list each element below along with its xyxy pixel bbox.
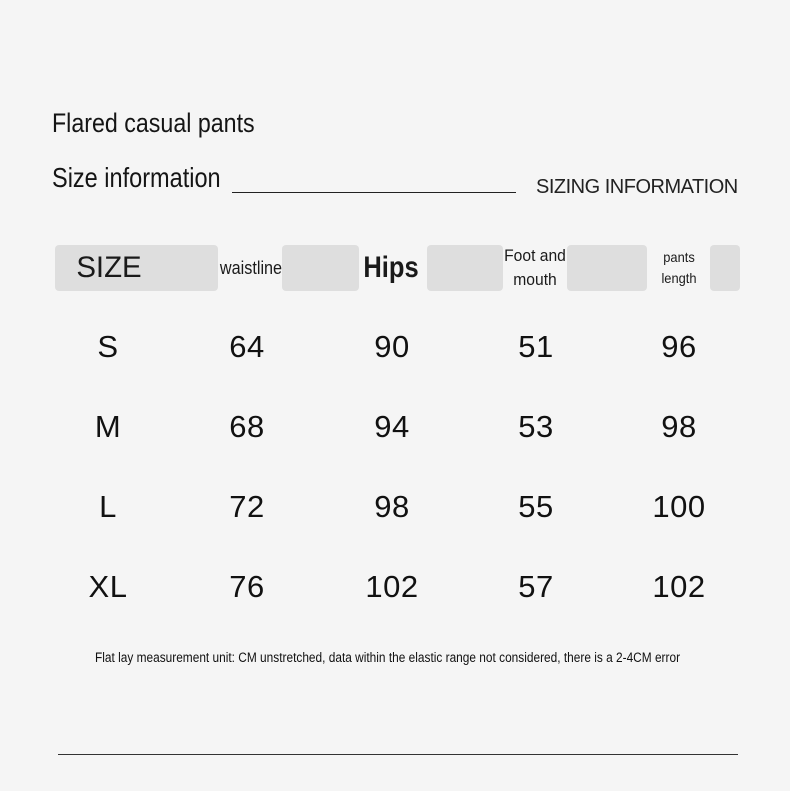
header-size: SIZE [76,251,142,284]
cell-foot-mouth: 53 [518,409,554,444]
cell-pants-length: 96 [661,329,697,364]
title-divider [232,192,516,193]
header-pants-length-line2: length [661,270,697,286]
bottom-divider [58,754,738,755]
cell-size: XL [88,569,128,604]
cell-foot-mouth: 51 [518,329,554,364]
cell-foot-mouth: 55 [518,489,554,524]
header-foot-mouth-line1: Foot and [504,246,566,265]
size-table-header [55,245,740,291]
header-hips: Hips [363,251,419,284]
header-foot-mouth-line2: mouth [513,270,557,289]
cell-foot-mouth: 57 [518,569,554,604]
product-title: Flared casual pants [52,108,255,138]
cell-pants-length: 102 [652,569,706,604]
measurement-note: Flat lay measurement unit: CM unstretched, data within the elastic range not considered, there is a 2-4CM error [95,650,681,665]
section-title: Size information [52,162,221,193]
cell-waistline: 72 [229,489,265,524]
cell-waistline: 68 [229,409,265,444]
cell-size: M [94,409,122,444]
header-foot-mouth [480,245,590,291]
cell-pants-length: 98 [661,409,697,444]
header-pants-length-line1: pants [663,249,695,265]
header-waistline: waistline [219,258,283,278]
cell-pants-length: 100 [652,489,706,524]
header-pants-length [624,245,734,291]
cell-size: S [97,329,119,364]
cell-waistline: 76 [229,569,265,604]
section-title-english: SIZING INFORMATION [536,176,738,198]
cell-size: L [99,489,117,524]
cell-waistline: 64 [229,329,265,364]
cell-hips: 94 [374,409,410,444]
cell-hips: 102 [365,569,419,604]
cell-hips: 98 [374,489,410,524]
cell-hips: 90 [374,329,410,364]
